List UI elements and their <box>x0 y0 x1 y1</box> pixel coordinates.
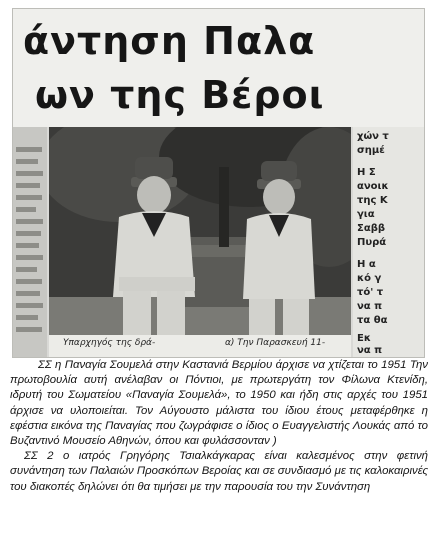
sidebar-fragment: για <box>357 209 375 220</box>
sidebar-fragment: να π <box>357 345 383 356</box>
photo-captions <box>49 335 351 357</box>
sidebar-fragment: σημέ <box>357 145 385 156</box>
article-text <box>10 358 428 495</box>
caption-left: Υπαρχηγός της δρά- <box>63 338 156 348</box>
scouts-photo <box>49 127 351 345</box>
headline <box>13 9 424 127</box>
sidebar-fragment: ανοικ <box>357 181 389 192</box>
sidebar-fragment: τα θα <box>357 315 388 326</box>
sidebar-fragment: Η α <box>357 259 376 270</box>
left-text-column <box>13 127 47 357</box>
sidebar-fragment: Εκ <box>357 333 371 344</box>
sidebar-fragment: τό' τ <box>357 287 384 298</box>
sidebar-fragment: χών τ <box>357 131 389 142</box>
sidebar-fragment: κό γ <box>357 273 382 284</box>
caption-right: α) Την Παρασκευή 11- <box>225 338 326 348</box>
sidebar-fragment: Σαββ <box>357 223 386 234</box>
headline-line-1: άντηση Παλα <box>23 19 316 63</box>
sidebar-fragment: Πυρά <box>357 237 387 248</box>
headline-line-2: ων της Βέροι <box>35 73 325 117</box>
paragraph-soumela: ΣΣ η Παναγία Σουμελά στην Καστανιά Βερμίου άρχισε να χτίζεται το 1951 Την πρωτοβουλία αυτή ανέλαβαν οι Πόντιοι, με πρωτεργάτη τον Φίλωνα Κτενίδη, ιδρυτή του Σωματείου «Παναγία Σουμελά», το 1950 και ήδη στις αρχές του 1951 άρχισε να υλοποιείται. Τον Αύγουστο μάλιστα του ίδιου έτους μεταφέρθηκε η εφέστια εικόνα της Παναγίας που ζωγράφισε ο ίδιος ο Ευαγγελιστής Λουκάς από το Βυζαντινό Μουσείο Αθηνών, όπου και φυλάσσονταν ) <box>10 359 428 448</box>
newspaper-clipping <box>12 8 425 358</box>
paragraph-meeting: ΣΣ 2 ο ιατρός Γρηγόρης Τσιαλκάγκαρας είναι καλεσμένος στην φετινή συνάντηση των Παλαιών Προσκόπων Βεροίας και σε συνδιασμό με τις καλοκαιρινές του διακοπές δηλώνει ότι θα τιμήσει με την παρουσία του την Συνάντηση <box>10 450 428 493</box>
sidebar-fragment: Η Σ <box>357 167 376 178</box>
sidebar-fragment: της Κ <box>357 195 388 206</box>
sidebar-fragment: να π <box>357 301 383 312</box>
right-text-column <box>353 127 424 357</box>
